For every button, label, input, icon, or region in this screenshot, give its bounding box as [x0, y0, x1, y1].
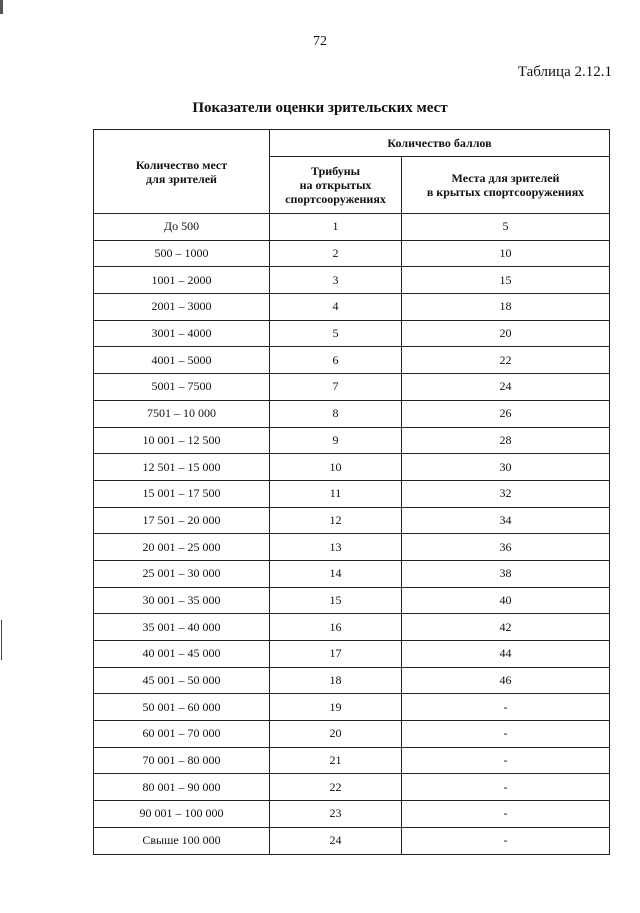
- cell-seat-range: 45 001 – 50 000: [94, 667, 270, 694]
- cell-indoor-points: 15: [402, 267, 610, 294]
- cell-open-points: 19: [270, 694, 402, 721]
- table-row: [94, 294, 610, 321]
- cell-open-points: 20: [270, 721, 402, 748]
- cell-seat-range: 3001 – 4000: [94, 320, 270, 347]
- cell-open-points: 11: [270, 480, 402, 507]
- cell-open-points: 24: [270, 827, 402, 854]
- table-row: [94, 480, 610, 507]
- table-row: [94, 641, 610, 668]
- cell-open-points: 12: [270, 507, 402, 534]
- table-row: [94, 667, 610, 694]
- cell-open-points: 8: [270, 400, 402, 427]
- cell-open-points: 16: [270, 614, 402, 641]
- cell-open-points: 10: [270, 454, 402, 481]
- cell-open-points: 17: [270, 641, 402, 668]
- cell-seat-range: 20 001 – 25 000: [94, 534, 270, 561]
- cell-indoor-points: 28: [402, 427, 610, 454]
- cell-indoor-points: -: [402, 774, 610, 801]
- cell-indoor-points: 5: [402, 214, 610, 241]
- cell-open-points: 13: [270, 534, 402, 561]
- page-number: 72: [313, 34, 327, 49]
- scan-edge-mark-top: [0, 0, 3, 14]
- cell-indoor-points: 40: [402, 587, 610, 614]
- header-points: Количество баллов: [270, 130, 610, 157]
- table-row: [94, 614, 610, 641]
- table-row: [94, 347, 610, 374]
- cell-indoor-points: 34: [402, 507, 610, 534]
- table-row: [94, 427, 610, 454]
- table-row: [94, 374, 610, 401]
- table-row: [94, 267, 610, 294]
- table-row: [94, 747, 610, 774]
- cell-seat-range: 15 001 – 17 500: [94, 480, 270, 507]
- cell-seat-range: 12 501 – 15 000: [94, 454, 270, 481]
- table-row: [94, 400, 610, 427]
- cell-seat-range: 50 001 – 60 000: [94, 694, 270, 721]
- cell-indoor-points: 26: [402, 400, 610, 427]
- cell-open-points: 23: [270, 801, 402, 828]
- cell-indoor-points: 22: [402, 347, 610, 374]
- cell-seat-range: 7501 – 10 000: [94, 400, 270, 427]
- cell-seat-range: 17 501 – 20 000: [94, 507, 270, 534]
- cell-indoor-points: -: [402, 827, 610, 854]
- cell-seat-range: 500 – 1000: [94, 240, 270, 267]
- table-row: [94, 214, 610, 241]
- table-row: [94, 454, 610, 481]
- cell-seat-range: 2001 – 3000: [94, 294, 270, 321]
- table-row: [94, 240, 610, 267]
- table-row: [94, 774, 610, 801]
- cell-indoor-points: -: [402, 801, 610, 828]
- cell-seat-range: 80 001 – 90 000: [94, 774, 270, 801]
- cell-indoor-points: 24: [402, 374, 610, 401]
- cell-seat-range: 40 001 – 45 000: [94, 641, 270, 668]
- cell-indoor-points: 32: [402, 480, 610, 507]
- cell-open-points: 2: [270, 240, 402, 267]
- cell-indoor-points: 36: [402, 534, 610, 561]
- table-row: [94, 534, 610, 561]
- table-row: [94, 721, 610, 748]
- cell-seat-range: Свыше 100 000: [94, 827, 270, 854]
- cell-seat-range: До 500: [94, 214, 270, 241]
- cell-indoor-points: 38: [402, 560, 610, 587]
- cell-seat-range: 60 001 – 70 000: [94, 721, 270, 748]
- table-row: [94, 560, 610, 587]
- cell-open-points: 4: [270, 294, 402, 321]
- cell-open-points: 1: [270, 214, 402, 241]
- cell-seat-range: 4001 – 5000: [94, 347, 270, 374]
- cell-indoor-points: 10: [402, 240, 610, 267]
- table-body: [94, 214, 610, 855]
- cell-open-points: 3: [270, 267, 402, 294]
- header-seats: Количество мест для зрителей: [94, 130, 270, 214]
- cell-seat-range: 90 001 – 100 000: [94, 801, 270, 828]
- cell-indoor-points: 42: [402, 614, 610, 641]
- cell-open-points: 6: [270, 347, 402, 374]
- cell-open-points: 18: [270, 667, 402, 694]
- table-row: [94, 320, 610, 347]
- table-row: [94, 827, 610, 854]
- scan-edge-mark-left: [1, 620, 2, 660]
- cell-indoor-points: 46: [402, 667, 610, 694]
- table-row: [94, 694, 610, 721]
- cell-seat-range: 1001 – 2000: [94, 267, 270, 294]
- cell-indoor-points: 18: [402, 294, 610, 321]
- cell-indoor-points: -: [402, 721, 610, 748]
- cell-seat-range: 10 001 – 12 500: [94, 427, 270, 454]
- cell-open-points: 21: [270, 747, 402, 774]
- table-row: [94, 801, 610, 828]
- cell-indoor-points: 30: [402, 454, 610, 481]
- cell-open-points: 9: [270, 427, 402, 454]
- header-open-stands: Трибуны на открытых спортсооружениях: [270, 157, 402, 214]
- cell-seat-range: 25 001 – 30 000: [94, 560, 270, 587]
- cell-seat-range: 70 001 – 80 000: [94, 747, 270, 774]
- table-id: Таблица 2.12.1: [517, 64, 612, 80]
- table-row: [94, 507, 610, 534]
- table-row: [94, 587, 610, 614]
- cell-indoor-points: 44: [402, 641, 610, 668]
- cell-open-points: 14: [270, 560, 402, 587]
- cell-open-points: 5: [270, 320, 402, 347]
- cell-seat-range: 30 001 – 35 000: [94, 587, 270, 614]
- table-title: Показатели оценки зрительских мест: [192, 100, 448, 116]
- cell-indoor-points: 20: [402, 320, 610, 347]
- seating-score-table: [93, 129, 610, 855]
- cell-indoor-points: -: [402, 694, 610, 721]
- cell-indoor-points: -: [402, 747, 610, 774]
- cell-seat-range: 35 001 – 40 000: [94, 614, 270, 641]
- cell-open-points: 22: [270, 774, 402, 801]
- cell-open-points: 7: [270, 374, 402, 401]
- header-indoor-seats: Места для зрителей в крытых спортсооружениях: [402, 157, 610, 214]
- cell-open-points: 15: [270, 587, 402, 614]
- cell-seat-range: 5001 – 7500: [94, 374, 270, 401]
